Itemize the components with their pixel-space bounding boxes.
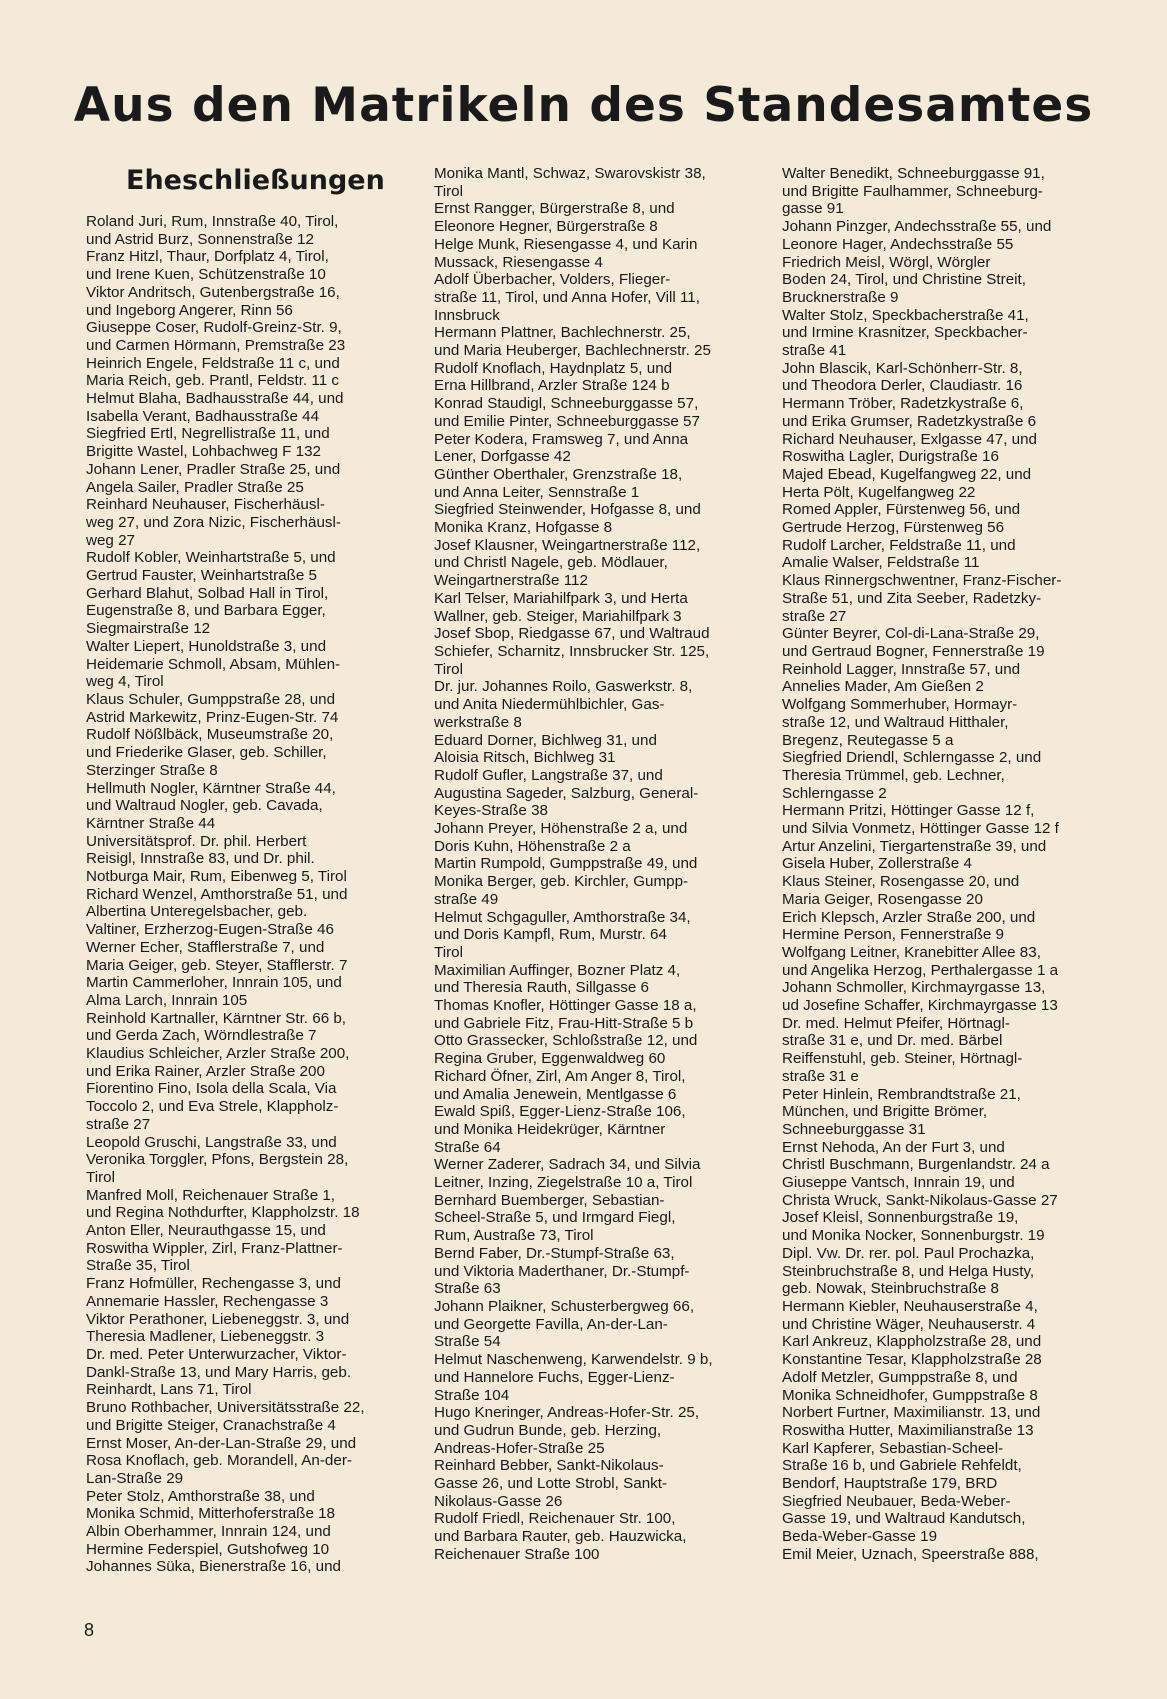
entry-line: Giuseppe Vantsch, Innrain 19, und <box>782 1174 1015 1192</box>
entry-line: Ernst Nehoda, An der Furt 3, und <box>782 1138 1005 1156</box>
entry-line: Ernst Moser, An-der-Lan-Straße 29, und <box>86 1434 357 1452</box>
entry-line: Gertrud Fauster, Weinhartstraße 5 <box>86 567 318 585</box>
entry-line: Artur Anzelini, Tiergartenstraße 39, und <box>782 837 1047 855</box>
entry-line: Walter Liepert, Hunoldstraße 3, und <box>86 637 327 655</box>
entry-line: Straße 63 <box>434 1280 501 1298</box>
entry-line: Adolf Metzler, Gumppstraße 8, und <box>782 1368 1018 1386</box>
entry-line: und Anna Leiter, Sennstraße 1 <box>434 483 640 501</box>
entry-line: Bruno Rothbacher, Universitätsstraße 22, <box>86 1399 365 1417</box>
entry-line: Heidemarie Schmoll, Absam, Mühlen- <box>86 655 341 673</box>
entry-line: Helmut Blaha, Badhausstraße 44, und <box>86 390 344 408</box>
entry-line: und Hannelore Fuchs, Egger-Lienz- <box>434 1368 675 1386</box>
entry-line: Dr. med. Helmut Pfeifer, Hörtnagl- <box>782 1014 1010 1032</box>
entry-line: straße 31 e <box>782 1067 859 1085</box>
entry-line: Siegmairstraße 12 <box>86 620 211 638</box>
entry-line: Angela Sailer, Pradler Straße 25 <box>86 478 304 496</box>
entry-line: München, und Brigitte Brömer, <box>782 1103 988 1121</box>
entry-line: Reichenauer Straße 100 <box>434 1545 600 1563</box>
entry-line: Reinhold Lagger, Innstraße 57, und <box>782 660 1021 678</box>
entry-line: Reinhard Neuhauser, Fischerhäusl- <box>86 496 325 514</box>
entry-line: Andreas-Hofer-Straße 25 <box>434 1439 605 1457</box>
entry-line: Brigitte Wastel, Lohbachweg F 132 <box>86 443 321 461</box>
entry-line: Rudolf Knoflach, Haydnplatz 5, und <box>434 359 673 377</box>
entry-line: Johann Plaikner, Schusterbergweg 66, <box>434 1298 695 1315</box>
entry-line: straße 27 <box>782 607 847 625</box>
entry-line: Bernd Faber, Dr.-Stumpf-Straße 63, <box>434 1244 675 1262</box>
entry-line: Leopold Gruschi, Langstraße 33, und <box>86 1133 337 1151</box>
entry-line: und Barbara Rauter, geb. Hauzwicka, <box>434 1528 687 1546</box>
page-number: 8 <box>84 1620 95 1640</box>
entry-line: Romed Appler, Fürstenweg 56, und <box>782 501 1021 519</box>
entry-line: und Regina Nothdurfter, Klappholzstr. 18 <box>86 1204 360 1222</box>
entry-line: Roswitha Lagler, Durigstraße 16 <box>782 448 999 466</box>
entry-line: und Irmine Krasnitzer, Speckbacher- <box>782 324 1028 342</box>
entry-line: Christa Wruck, Sankt-Nikolaus-Gasse 27 <box>782 1191 1058 1209</box>
entry-line: Dipl. Vw. Dr. rer. pol. Paul Prochazka, <box>782 1244 1035 1262</box>
entry-line: und Erika Grumser, Radetzkystraße 6 <box>782 412 1037 430</box>
entry-line: Brucknerstraße 9 <box>782 288 899 306</box>
entry-line: straße 41 <box>782 342 847 360</box>
entry-line: Straße 64 <box>434 1138 501 1156</box>
entry-line: und Silvia Vonmetz, Höttinger Gasse 12 f <box>782 820 1059 838</box>
entry-line: Johann Preyer, Höhenstraße 2 a, und <box>434 820 688 838</box>
entry-line: straße 27 <box>86 1115 151 1133</box>
entry-line: gasse 91 <box>782 200 844 218</box>
entry-line: Gasse 19, und Waltraud Kandutsch, <box>782 1510 1026 1528</box>
entry-line: Reinhold Kartnaller, Kärntner Str. 66 b, <box>86 1009 347 1027</box>
entry-line: Peter Stolz, Amthorstraße 38, und <box>86 1487 315 1505</box>
entry-line: Monika Berger, geb. Kirchler, Gumpp- <box>434 873 689 891</box>
entry-line: Lener, Dorfgasse 42 <box>434 448 571 466</box>
entry-line: Aloisia Ritsch, Bichlweg 31 <box>434 749 616 767</box>
entry-line: und Friederike Glaser, geb. Schiller, <box>86 744 327 762</box>
entry-line: und Monika Nocker, Sonnenburgstr. 19 <box>782 1227 1045 1245</box>
entry-line: Rudolf Gufler, Langstraße 37, und <box>434 766 663 784</box>
entry-line: Straße 35, Tirol <box>86 1257 190 1275</box>
entry-line: Rum, Austraße 73, Tirol <box>434 1227 594 1245</box>
entry-line: Christl Buschmann, Burgenlandstr. 24 a <box>782 1156 1050 1174</box>
entry-line: Schlerngasse 2 <box>782 784 887 802</box>
entry-line: Eleonore Hegner, Bürgerstraße 8 <box>434 218 658 236</box>
entry-line: Peter Hinlein, Rembrandtstraße 21, <box>782 1085 1021 1103</box>
entry-line: Bendorf, Hauptstraße 179, BRD <box>782 1475 998 1493</box>
entry-line: Heinrich Engele, Feldstraße 11 c, und <box>86 354 340 372</box>
entry-line: Leitner, Inzing, Ziegelstraße 10 a, Tirol <box>434 1174 693 1192</box>
entry-line: Beda-Weber-Gasse 19 <box>782 1528 938 1546</box>
entry-line: Annelies Mader, Am Gießen 2 <box>782 678 984 696</box>
entry-line: Richard Wenzel, Amthorstraße 51, und <box>86 885 348 903</box>
entry-line: Eugenstraße 8, und Barbara Egger, <box>86 602 326 620</box>
entry-line: Wallner, geb. Steiger, Mariahilfpark 3 <box>434 607 682 625</box>
entry-line: Martin Rumpold, Gumppstraße 49, und <box>434 855 698 873</box>
entry-line: und Theodora Derler, Claudiastr. 16 <box>782 377 1023 395</box>
entry-line: Straße 51, und Zita Seeber, Radetzky- <box>782 589 1042 607</box>
column-3 <box>782 165 1122 1564</box>
section-heading: Eheschließungen <box>126 165 385 196</box>
entry-line: Tirol <box>434 182 463 200</box>
entry-line: Bregenz, Reutegasse 5 a <box>782 731 954 749</box>
entry-line: und Doris Kampfl, Rum, Murstr. 64 <box>434 926 667 944</box>
entry-line: Augustina Sageder, Salzburg, General- <box>434 784 699 802</box>
entry-line: Günther Oberthaler, Grenzstraße 18, <box>434 465 683 483</box>
column-2 <box>434 165 764 1564</box>
entry-line: geb. Nowak, Steinbruchstraße 8 <box>782 1280 999 1298</box>
entry-line: Ernst Rangger, Bürgerstraße 8, und <box>434 200 675 218</box>
entry-line: und Astrid Burz, Sonnenstraße 12 <box>86 230 314 248</box>
entry-line: Manfred Moll, Reichenauer Straße 1, <box>86 1186 336 1204</box>
entry-line: Schneeburggasse 31 <box>782 1120 926 1138</box>
entry-line: Monika Mantl, Schwaz, Swarovskistr 38, <box>434 165 706 182</box>
entry-line: Hermine Federspiel, Gutshofweg 10 <box>86 1540 330 1558</box>
entry-line: Karl Kapferer, Sebastian-Scheel- <box>782 1439 1004 1457</box>
column-3-lines <box>782 165 1122 1564</box>
entry-line: Erna Hillbrand, Arzler Straße 124 b <box>434 377 670 395</box>
entry-line: Hermann Plattner, Bachlechnerstr. 25, <box>434 324 691 342</box>
entry-line: und Monika Heidekrüger, Kärntner <box>434 1120 666 1138</box>
entry-line: Maria Geiger, geb. Steyer, Stafflerstr. 7 <box>86 956 348 974</box>
entry-line: Reinhard Bebber, Sankt-Nikolaus- <box>434 1457 664 1475</box>
entry-line: Johann Schmoller, Kirchmayrgasse 13, <box>782 979 1046 997</box>
entry-line: Scheel-Straße 5, und Irmgard Fiegl, <box>434 1209 676 1227</box>
entry-line: Theresia Trümmel, geb. Lechner, <box>782 766 1005 784</box>
entry-line: Josef Kleisl, Sonnenburgstraße 19, <box>782 1209 1019 1227</box>
entry-line: Roswitha Hutter, Maximilianstraße 13 <box>782 1421 1034 1439</box>
entry-line: Anton Eller, Neurauthgasse 15, und <box>86 1222 326 1240</box>
entry-line: Universitätsprof. Dr. phil. Herbert <box>86 832 307 850</box>
entry-line: Gertrude Herzog, Fürstenweg 56 <box>782 519 1005 537</box>
entry-line: Emil Meier, Uznach, Speerstraße 888, <box>782 1545 1039 1563</box>
entry-line: und Carmen Hörmann, Premstraße 23 <box>86 336 346 354</box>
entry-line: Siegfried Driendl, Schlerngasse 2, und <box>782 749 1042 767</box>
entry-line: Astrid Markewitz, Prinz-Eugen-Str. 74 <box>86 708 339 726</box>
entry-line: Valtiner, Erzherzog-Eugen-Straße 46 <box>86 921 334 939</box>
entry-line: Richard Öfner, Zirl, Am Anger 8, Tirol, <box>434 1067 686 1085</box>
entry-line: Eduard Dorner, Bichlweg 31, und <box>434 731 657 749</box>
entry-line: Viktor Andritsch, Gutenbergstraße 16, <box>86 283 340 301</box>
entry-line: Regina Gruber, Eggenwaldweg 60 <box>434 1050 666 1068</box>
entry-line: Boden 24, Tirol, und Christine Streit, <box>782 271 1026 289</box>
entry-line: Hermann Kiebler, Neuhauserstraße 4, <box>782 1298 1038 1315</box>
entry-line: Veronika Torggler, Pfons, Bergstein 28, <box>86 1151 349 1169</box>
entry-line: und Erika Rainer, Arzler Straße 200 <box>86 1062 325 1080</box>
entry-line: Siegfried Ertl, Negrellistraße 11, und <box>86 425 330 443</box>
entry-line: Dankl-Straße 13, und Mary Harris, geb. <box>86 1363 352 1381</box>
entry-line: Reiffenstuhl, geb. Steiner, Hörtnagl- <box>782 1050 1023 1068</box>
entry-line: Hermann Tröber, Radetzkystraße 6, <box>782 395 1024 413</box>
entry-line: Konstantine Tesar, Klappholzstraße 28 <box>782 1351 1042 1369</box>
entry-line: Hermine Person, Fennerstraße 9 <box>782 926 1004 944</box>
entry-line: Werner Zaderer, Sadrach 34, und Silvia <box>434 1156 701 1174</box>
entry-line: Amalie Walser, Feldstraße 11 <box>782 554 980 572</box>
entry-line: Kärntner Straße 44 <box>86 814 216 832</box>
entry-line: John Blascik, Karl-Schönherr-Str. 8, <box>782 359 1023 377</box>
entry-line: und Georgette Favilla, An-der-Lan- <box>434 1315 668 1333</box>
entry-line: Straße 104 <box>434 1386 510 1404</box>
entry-line: und Maria Heuberger, Bachlechnerstr. 25 <box>434 342 711 360</box>
entry-line: Josef Klausner, Weingartnerstraße 112, <box>434 536 701 554</box>
entry-line: Roland Juri, Rum, Innstraße 40, Tirol, <box>86 213 339 230</box>
entry-line: und Angelika Herzog, Perthalergasse 1 a <box>782 961 1059 979</box>
column-1 <box>86 165 416 1576</box>
entry-line: Rudolf Kobler, Weinhartstraße 5, und <box>86 549 336 567</box>
entry-line: Günter Beyrer, Col-di-Lana-Straße 29, <box>782 625 1040 643</box>
entry-line: straße 12, und Waltraud Hitthaler, <box>782 713 1009 731</box>
entry-line: Mussack, Riesengasse 4 <box>434 253 603 271</box>
entry-line: und Gertraud Bogner, Fennerstraße 19 <box>782 642 1045 660</box>
entry-line: Wolfgang Sommerhuber, Hormayr- <box>782 696 1018 714</box>
entry-line: und Theresia Rauth, Sillgasse 6 <box>434 979 650 997</box>
entry-line: und Viktoria Maderthaner, Dr.-Stumpf- <box>434 1262 690 1280</box>
entry-line: Wolfgang Leitner, Kranebitter Allee 83, <box>782 943 1041 961</box>
entry-line: Weingartnerstraße 112 <box>434 572 588 590</box>
entry-line: Majed Ebead, Kugelfangweg 22, und <box>782 465 1032 483</box>
entry-line: Karl Telser, Mariahilfpark 3, und Herta <box>434 589 688 607</box>
entry-line: und Christine Wäger, Neuhauserstr. 4 <box>782 1315 1036 1333</box>
entry-line: und Gabriele Fitz, Frau-Hitt-Straße 5 b <box>434 1014 694 1032</box>
entry-line: Theresia Madlener, Liebeneggstr. 3 <box>86 1328 325 1346</box>
entry-line: Rudolf Nößlbäck, Museumstraße 20, <box>86 726 334 744</box>
entry-line: Johann Lener, Pradler Straße 25, und <box>86 460 341 478</box>
entry-line: Monika Schneidhofer, Gumppstraße 8 <box>782 1386 1038 1404</box>
entry-line: Gasse 26, und Lotte Strobl, Sankt- <box>434 1475 668 1493</box>
entry-line: Notburga Mair, Rum, Eibenweg 5, Tirol <box>86 868 347 886</box>
entry-line: Rudolf Larcher, Feldstraße 11, und <box>782 536 1016 554</box>
entry-line: Klaus Rinnergschwentner, Franz-Fischer- <box>782 572 1062 590</box>
entry-line: ud Josefine Schaffer, Kirchmayrgasse 13 <box>782 997 1058 1015</box>
entry-line: Johannes Süka, Bienerstraße 16, und <box>86 1558 341 1576</box>
entry-line: Tirol <box>434 943 463 961</box>
entry-line: weg 27 <box>86 531 135 549</box>
entry-line: Werner Echer, Stafflerstraße 7, und <box>86 938 325 956</box>
page-title: Aus den Matrikeln des Standesamtes <box>73 78 1094 133</box>
entry-line: Walter Stolz, Speckbacherstraße 41, <box>782 306 1029 324</box>
entry-line: Monika Kranz, Hofgasse 8 <box>434 519 613 537</box>
entry-line: weg 4, Tirol <box>86 673 164 691</box>
entry-line: Lan-Straße 29 <box>86 1469 184 1487</box>
entry-line: Dr. med. Peter Unterwurzacher, Viktor- <box>86 1346 347 1363</box>
entry-line: Sterzinger Straße 8 <box>86 761 218 779</box>
entry-line: Walter Benedikt, Schneeburggasse 91, <box>782 165 1045 182</box>
entry-line: und Emilie Pinter, Schneeburggasse 57 <box>434 412 700 430</box>
entry-line: Leonore Hager, Andechsstraße 55 <box>782 235 1014 253</box>
entry-line: Roswitha Wippler, Zirl, Franz-Plattner- <box>86 1239 343 1257</box>
entry-line: Friedrich Meisl, Wörgl, Wörgler <box>782 253 991 271</box>
entry-line: Johann Pinzger, Andechsstraße 55, und <box>782 218 1052 236</box>
entry-line: Reisigl, Innstraße 83, und Dr. phil. <box>86 850 315 868</box>
entry-line: Albertina Unteregelsbacher, geb. <box>86 903 308 921</box>
entry-line: Gisela Huber, Zollerstraße 4 <box>782 855 972 873</box>
entry-line: Richard Neuhauser, Exlgasse 47, und <box>782 430 1037 448</box>
entry-line: und Brigitte Faulhammer, Schneeburg- <box>782 182 1043 200</box>
entry-line: und Amalia Jenewein, Mentlgasse 6 <box>434 1085 677 1103</box>
entry-line: Siegfried Steinwender, Hofgasse 8, und <box>434 501 701 519</box>
entry-line: Doris Kuhn, Höhenstraße 2 a <box>434 837 631 855</box>
entry-line: Monika Schmid, Mitterhoferstraße 18 <box>86 1505 335 1523</box>
entry-line: und Brigitte Steiger, Cranachstraße 4 <box>86 1416 336 1434</box>
entry-line: Otto Grassecker, Schloßstraße 12, und <box>434 1032 698 1050</box>
entry-line: Straße 54 <box>434 1333 501 1351</box>
entry-line: Martin Cammerloher, Innrain 105, und <box>86 974 342 992</box>
entry-line: Adolf Überbacher, Volders, Flieger- <box>434 271 671 289</box>
entry-line: Franz Hitzl, Thaur, Dorfplatz 4, Tirol, <box>86 248 329 266</box>
entry-line: Klaus Schuler, Gumppstraße 28, und <box>86 690 336 708</box>
entry-line: Toccolo 2, und Eva Strele, Klappholz- <box>86 1098 339 1116</box>
entry-line: Maria Geiger, Rosengasse 20 <box>782 890 983 908</box>
entry-line: Maria Reich, geb. Prantl, Feldstr. 11 c <box>86 372 339 390</box>
entry-line: und Gerda Zach, Wörndlestraße 7 <box>86 1027 317 1045</box>
entry-line: Alma Larch, Innrain 105 <box>86 991 248 1009</box>
entry-line: Schiefer, Scharnitz, Innsbrucker Str. 125, <box>434 642 710 660</box>
entry-line: Karl Ankreuz, Klappholzstraße 28, und <box>782 1333 1042 1351</box>
entry-line: Helmut Naschenweng, Karwendelstr. 9 b, <box>434 1351 713 1369</box>
entry-line: Thomas Knofler, Höttinger Gasse 18 a, <box>434 997 697 1015</box>
entry-line: und Irene Kuen, Schützenstraße 10 <box>86 266 326 284</box>
entry-line: Franz Hofmüller, Rechengasse 3, und <box>86 1275 341 1293</box>
entry-line: Giuseppe Coser, Rudolf-Greinz-Str. 9, <box>86 319 342 337</box>
entry-line: Hugo Kneringer, Andreas-Hofer-Str. 25, <box>434 1404 700 1422</box>
entry-line: Ewald Spiß, Egger-Lienz-Straße 106, <box>434 1103 686 1121</box>
entry-line: Norbert Furtner, Maximilianstr. 13, und <box>782 1404 1041 1422</box>
entry-line: Viktor Perathoner, Liebeneggstr. 3, und <box>86 1310 350 1328</box>
entry-line: Herta Pölt, Kugelfangweg 22 <box>782 483 976 501</box>
entry-line: Albin Oberhammer, Innrain 124, und <box>86 1523 331 1541</box>
entry-line: Nikolaus-Gasse 26 <box>434 1492 563 1510</box>
entry-line: Hermann Pritzi, Höttinger Gasse 12 f, <box>782 802 1035 820</box>
column-1-lines <box>86 213 416 1576</box>
entry-line: Dr. jur. Johannes Roilo, Gaswerkstr. 8, <box>434 678 693 696</box>
entry-line: Keyes-Straße 38 <box>434 802 548 820</box>
entry-line: Fiorentino Fino, Isola della Scala, Via <box>86 1080 337 1098</box>
entry-line: Innsbruck <box>434 306 500 324</box>
entry-line: Isabella Verant, Badhausstraße 44 <box>86 407 320 425</box>
entry-line: Erich Klepsch, Arzler Straße 200, und <box>782 908 1036 926</box>
entry-line: Reinhardt, Lans 71, Tirol <box>86 1381 252 1399</box>
entry-line: Gerhard Blahut, Solbad Hall in Tirol, <box>86 584 329 602</box>
entry-line: Josef Sbop, Riedgasse 67, und Waltraud <box>434 625 710 643</box>
entry-line: und Ingeborg Angerer, Rinn 56 <box>86 301 293 319</box>
entry-line: weg 27, und Zora Nizic, Fischerhäusl- <box>86 513 341 531</box>
entry-line: Annemarie Hassler, Rechengasse 3 <box>86 1292 329 1310</box>
entry-line: Bernhard Buemberger, Sebastian- <box>434 1191 665 1209</box>
entry-line: Rudolf Friedl, Reichenauer Str. 100, <box>434 1510 676 1528</box>
entry-line: Siegfried Neubauer, Beda-Weber- <box>782 1492 1011 1510</box>
entry-line: straße 31 e, und Dr. med. Bärbel <box>782 1032 1003 1050</box>
entry-line: Straße 16 b, und Gabriele Rehfeldt, <box>782 1457 1022 1475</box>
entry-line: und Christl Nagele, geb. Mödlauer, <box>434 554 668 572</box>
entry-line: Helmut Schgaguller, Amthorstraße 34, <box>434 908 691 926</box>
entry-line: und Gudrun Bunde, geb. Herzing, <box>434 1421 662 1439</box>
entry-line: Maximilian Auffinger, Bozner Platz 4, <box>434 961 681 979</box>
entry-line: straße 49 <box>434 890 499 908</box>
entry-line: Rosa Knoflach, geb. Morandell, An-der- <box>86 1452 352 1470</box>
entry-line: Peter Kodera, Framsweg 7, und Anna <box>434 430 689 448</box>
entry-line: Klaus Steiner, Rosengasse 20, und <box>782 873 1020 891</box>
entry-line: werkstraße 8 <box>434 713 522 731</box>
column-2-lines <box>434 165 764 1564</box>
entry-line: und Waltraud Nogler, geb. Cavada, <box>86 797 323 815</box>
entry-line: Hellmuth Nogler, Kärntner Straße 44, <box>86 779 336 797</box>
entry-line: Tirol <box>434 660 463 678</box>
entry-line: Tirol <box>86 1168 115 1186</box>
entry-line: Helge Munk, Riesengasse 4, und Karin <box>434 235 698 253</box>
entry-line: Steinbruchstraße 8, und Helga Husty, <box>782 1262 1035 1280</box>
entry-line: straße 11, Tirol, und Anna Hofer, Vill 11, <box>434 288 700 306</box>
entry-line: und Anita Niedermühlbichler, Gas- <box>434 696 665 714</box>
entry-line: Klaudius Schleicher, Arzler Straße 200, <box>86 1045 350 1063</box>
entry-line: Konrad Staudigl, Schneeburggasse 57, <box>434 395 699 413</box>
